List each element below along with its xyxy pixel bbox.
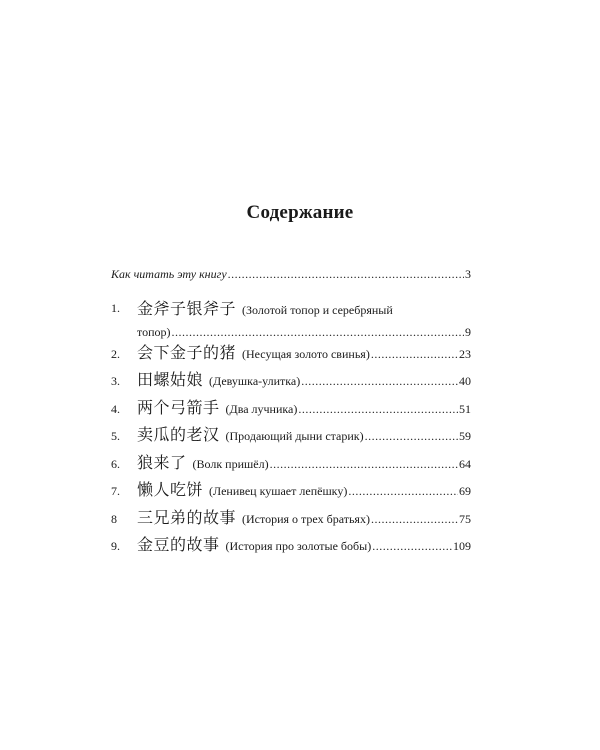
- toc-entry: [111, 532, 471, 560]
- toc-entry-chinese-title: 田螺姑娘: [137, 370, 204, 389]
- dot-leader: [172, 324, 464, 340]
- toc-entry-page: 9: [465, 324, 471, 339]
- toc-entry-russian-title: (Ленивец кушает лепёшку): [209, 484, 348, 498]
- toc-entry-body: [137, 395, 471, 423]
- toc-intro-label: Как читать эту книгу: [111, 267, 227, 281]
- toc-entry-body: [137, 296, 471, 340]
- toc-entry-russian-title: (Волк пришёл): [192, 456, 269, 471]
- toc-entry-page: 23: [459, 346, 471, 361]
- toc-entry-body: [137, 505, 471, 533]
- toc-entry-chinese-title: 会下金子的猪: [137, 342, 237, 362]
- toc-entry: [111, 422, 471, 450]
- toc-entry-russian-title: (Золотой топор и серебряный: [242, 303, 393, 317]
- toc-entry-body: [137, 450, 471, 478]
- toc-entry-russian-title: (Два лучника): [225, 401, 298, 416]
- toc-entry-chinese-title: 金斧子银斧子: [137, 299, 237, 318]
- toc-entry-page: 69: [459, 484, 471, 498]
- dot-leader: [371, 342, 458, 368]
- toc-entry-line: [137, 296, 471, 324]
- toc-entry-page: 64: [459, 456, 471, 471]
- toc-intro: [111, 262, 471, 286]
- toc-entry-page: 40: [459, 374, 471, 388]
- dot-leader: [228, 262, 464, 286]
- toc-entry-chinese-title: 三兄弟的故事: [137, 507, 237, 527]
- toc-entry: [111, 477, 471, 505]
- toc-entry: [111, 505, 471, 533]
- toc-entry-number: 9.: [111, 539, 120, 553]
- toc-entry-body: [137, 367, 471, 395]
- toc-entry-body: [137, 340, 471, 368]
- toc-entry-page: 51: [459, 401, 471, 416]
- toc-entry-page: 59: [459, 429, 471, 443]
- dot-leader: [301, 369, 458, 395]
- toc-entry-russian-title: (Девушка-улитка): [209, 374, 301, 388]
- toc-entry-russian-title-continued: топор): [137, 324, 171, 339]
- dot-leader: [270, 452, 458, 478]
- toc-entry-number: 2.: [111, 346, 120, 361]
- toc-entry-number: 4.: [111, 401, 120, 416]
- toc-entry: [111, 296, 471, 340]
- toc-entry-chinese-title: 狼来了: [137, 452, 187, 472]
- toc-entry-number: 8: [111, 511, 117, 526]
- toc-entry-chinese-title: 金豆的故事: [137, 535, 220, 554]
- toc-entry-russian-title: (История про золотые бобы): [225, 539, 372, 553]
- toc-entry-chinese-title: 卖瓜的老汉: [137, 425, 220, 444]
- toc-entry-chinese-title: 懒人吃饼: [137, 480, 204, 499]
- toc-entry-number: 5.: [111, 429, 120, 443]
- toc-entry-number: 1.: [111, 301, 120, 315]
- toc-entry-number: 6.: [111, 456, 120, 471]
- toc-entry-russian-title: (История о трех братьях): [242, 511, 370, 526]
- toc-entry-body: [137, 477, 471, 505]
- toc-entry-body: [137, 422, 471, 450]
- toc-entry: [111, 367, 471, 395]
- dot-leader: [372, 534, 452, 560]
- dot-leader: [371, 507, 458, 533]
- toc-entry-number: 3.: [111, 374, 120, 388]
- toc-intro-line: [111, 262, 471, 286]
- dot-leader: [365, 424, 458, 450]
- dot-leader: [348, 479, 458, 505]
- toc-entry-page: 109: [453, 539, 471, 553]
- toc-entry-russian-title: (Продающий дыни старик): [225, 429, 364, 443]
- toc-intro-page: 3: [465, 267, 471, 281]
- toc-entry-russian-title: (Несущая золото свинья): [242, 346, 370, 361]
- page-title: Содержание: [246, 202, 354, 223]
- toc-entry-page: 75: [459, 511, 471, 526]
- toc-entry: [111, 395, 471, 423]
- toc-entry-body: [137, 532, 471, 560]
- toc-entry: [111, 450, 471, 478]
- toc-entry-line: [137, 324, 471, 340]
- toc-list: [111, 296, 471, 560]
- toc-entry: [111, 340, 471, 368]
- dot-leader: [298, 397, 458, 423]
- toc-entry-number: 7.: [111, 484, 120, 498]
- toc-entry-chinese-title: 两个弓箭手: [137, 397, 220, 417]
